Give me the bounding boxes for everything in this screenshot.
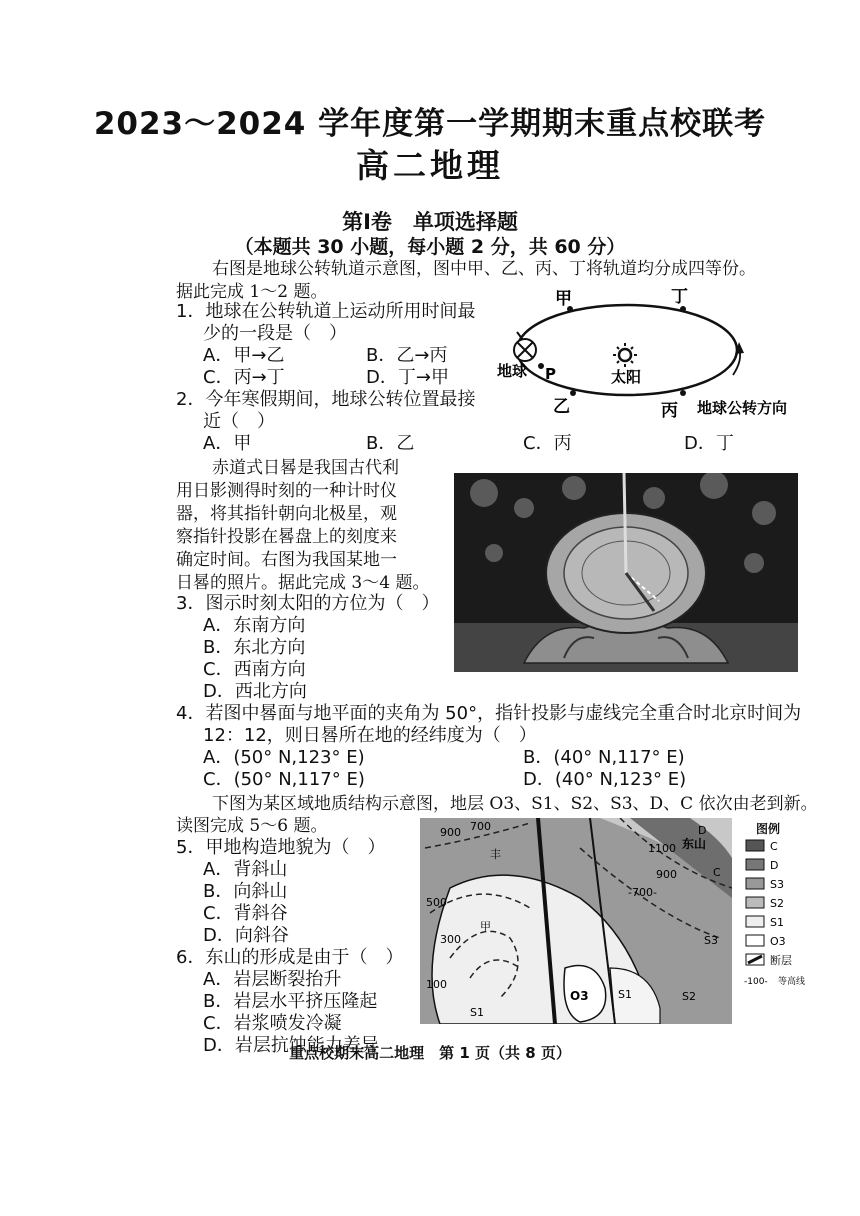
q5-option-b: B．向斜山 <box>203 881 288 902</box>
intro2-line6: 日晷的照片。据此完成 3～4 题。 <box>176 573 430 593</box>
q6-option-c: C．岩浆喷发冷凝 <box>203 1013 342 1034</box>
legend-contour-sample: -100- <box>744 977 768 987</box>
label-bing: 丙 <box>661 401 678 421</box>
sundial-gnomon <box>624 473 626 573</box>
legend-s2: S2 <box>770 897 784 910</box>
sun-icon <box>613 343 637 367</box>
intro2-line5: 确定时间。右图为我国某地一 <box>176 550 397 570</box>
contour-700b: -700- <box>628 886 657 899</box>
intro2-line1: 赤道式日晷是我国古代利 <box>212 458 399 478</box>
q2-option-d: D．丁 <box>684 433 734 454</box>
point-bing <box>680 390 686 396</box>
q2-line2: 近（ ） <box>203 411 275 432</box>
intro2-line4: 察指针投影在晷盘上的刻度来 <box>176 527 397 547</box>
map-fanhe: 丰 <box>490 848 501 861</box>
q3-option-d: D．西北方向 <box>203 681 307 702</box>
q2-option-b: B．乙 <box>366 433 415 454</box>
label-direction: 地球公转方向 <box>697 399 788 417</box>
intro3-line2: 读图完成 5～6 题。 <box>176 816 328 836</box>
legend-contour: 等高线 <box>778 977 806 987</box>
label-jia: 甲 <box>555 289 572 309</box>
section-title: 第Ⅰ卷 单项选择题 <box>342 210 518 234</box>
q3-stem: 3．图示时刻太阳的方位为（ ） <box>176 593 440 614</box>
contour-100: 100 <box>426 978 447 991</box>
q1-option-c: C．丙→丁 <box>203 367 285 388</box>
intro3-line1: 下图为某区域地质结构示意图，地层 O3、S1、S2、S3、D、C 依次由老到新。 <box>212 794 818 814</box>
contour-900: 900 <box>440 826 461 839</box>
label-yi: 乙 <box>553 397 570 417</box>
legend-o3: O3 <box>770 935 786 948</box>
intro1-line2: 据此完成 1～2 题。 <box>176 282 328 302</box>
q5-stem: 5．甲地构造地貌为（ ） <box>176 837 386 858</box>
intro1-line1: 右图是地球公转轨道示意图，图中甲、乙、丙、丁将轨道均分成四等份。 <box>212 259 756 279</box>
legend-title: 图例 <box>756 822 781 836</box>
q3-option-b: B．东北方向 <box>203 637 306 658</box>
label-sun: 太阳 <box>611 368 642 386</box>
q4-option-b: B．(40° N,117° E) <box>523 747 685 768</box>
q5-option-d: D．向斜谷 <box>203 925 289 946</box>
q4-option-a: A．(50° N,123° E) <box>203 747 365 768</box>
q2-line1: 2．今年寒假期间，地球公转位置最接 <box>176 389 476 410</box>
contour-300: 300 <box>440 933 461 946</box>
contour-700: 700 <box>470 820 491 833</box>
q1-line2: 少的一段是（ ） <box>203 323 347 344</box>
q4-line2: 12：12，则日晷所在地的经纬度为（ ） <box>203 725 537 746</box>
legend-s1: S1 <box>770 916 784 929</box>
legend <box>744 820 820 837</box>
map-s1: S1 <box>470 1006 484 1019</box>
label-ding: 丁 <box>671 287 688 307</box>
point-yi <box>570 390 576 396</box>
q1-option-d: D．丁→甲 <box>366 367 449 388</box>
q6-option-d: D．岩层抗蚀能力差异 <box>203 1035 379 1056</box>
legend-fault: 断层 <box>770 954 792 967</box>
q1-line1: 1．地球在公转轨道上运动所用时间最 <box>176 301 476 322</box>
contour-500: 500 <box>426 896 447 909</box>
label-dongshan: 东山 <box>682 837 707 851</box>
legend-swatches <box>744 838 824 998</box>
q1-option-b: B．乙→丙 <box>366 345 448 366</box>
sundial-photo <box>454 473 798 672</box>
map-o3: O3 <box>570 989 589 1003</box>
q2-option-a: A．甲 <box>203 433 252 454</box>
intro2-line2: 用日影测得时刻的一种计时仪 <box>176 481 397 501</box>
q5-option-a: A．背斜山 <box>203 859 288 880</box>
q4-option-d: D．(40° N,123° E) <box>523 769 687 790</box>
label-p: P <box>545 365 556 383</box>
q6-option-b: B．岩层水平挤压隆起 <box>203 991 378 1012</box>
q4-line1: 4．若图中晷面与地平面的夹角为 50°，指针投影与虚线完全重合时北京时间为 <box>176 703 802 724</box>
q3-option-c: C．西南方向 <box>203 659 306 680</box>
intro2-line3: 器，将其指针朝向北极星，观 <box>176 504 397 524</box>
exam-title: 2023～2024 学年度第一学期期末重点校联考 <box>93 106 767 142</box>
q5-option-c: C．背斜谷 <box>203 903 288 924</box>
q3-option-a: A．东南方向 <box>203 615 306 636</box>
map-s2: S2 <box>682 990 696 1003</box>
contour-1100: 1100 <box>648 842 676 855</box>
point-p <box>538 363 544 369</box>
legend-s3: S3 <box>770 878 784 891</box>
legend-c: C <box>770 840 778 853</box>
section-note: （本题共 30 小题，每小题 2 分，共 60 分） <box>234 236 626 258</box>
label-earth: 地球 <box>497 362 528 380</box>
legend-d: D <box>770 859 779 872</box>
q6-stem: 6．东山的形成是由于（ ） <box>176 947 404 968</box>
contour-900b: 900 <box>656 868 677 881</box>
q4-option-c: C．(50° N,117° E) <box>203 769 365 790</box>
q2-option-c: C．丙 <box>523 433 572 454</box>
subject-title: 高二地理 <box>356 146 504 185</box>
map-c: C <box>713 866 721 879</box>
map-s1b: S1 <box>618 988 632 1001</box>
page-footer: 重点校期末高二地理 第 1 页（共 8 页） <box>289 1044 571 1062</box>
geology-map <box>420 818 732 1024</box>
earth-icon <box>514 332 536 361</box>
q6-option-a: A．岩层断裂抬升 <box>203 969 342 990</box>
orbit-diagram <box>495 280 815 428</box>
map-s3: S3 <box>704 934 718 947</box>
map-d: D <box>698 824 707 837</box>
q1-option-a: A．甲→乙 <box>203 345 285 366</box>
label-jia: 甲 <box>480 920 491 933</box>
